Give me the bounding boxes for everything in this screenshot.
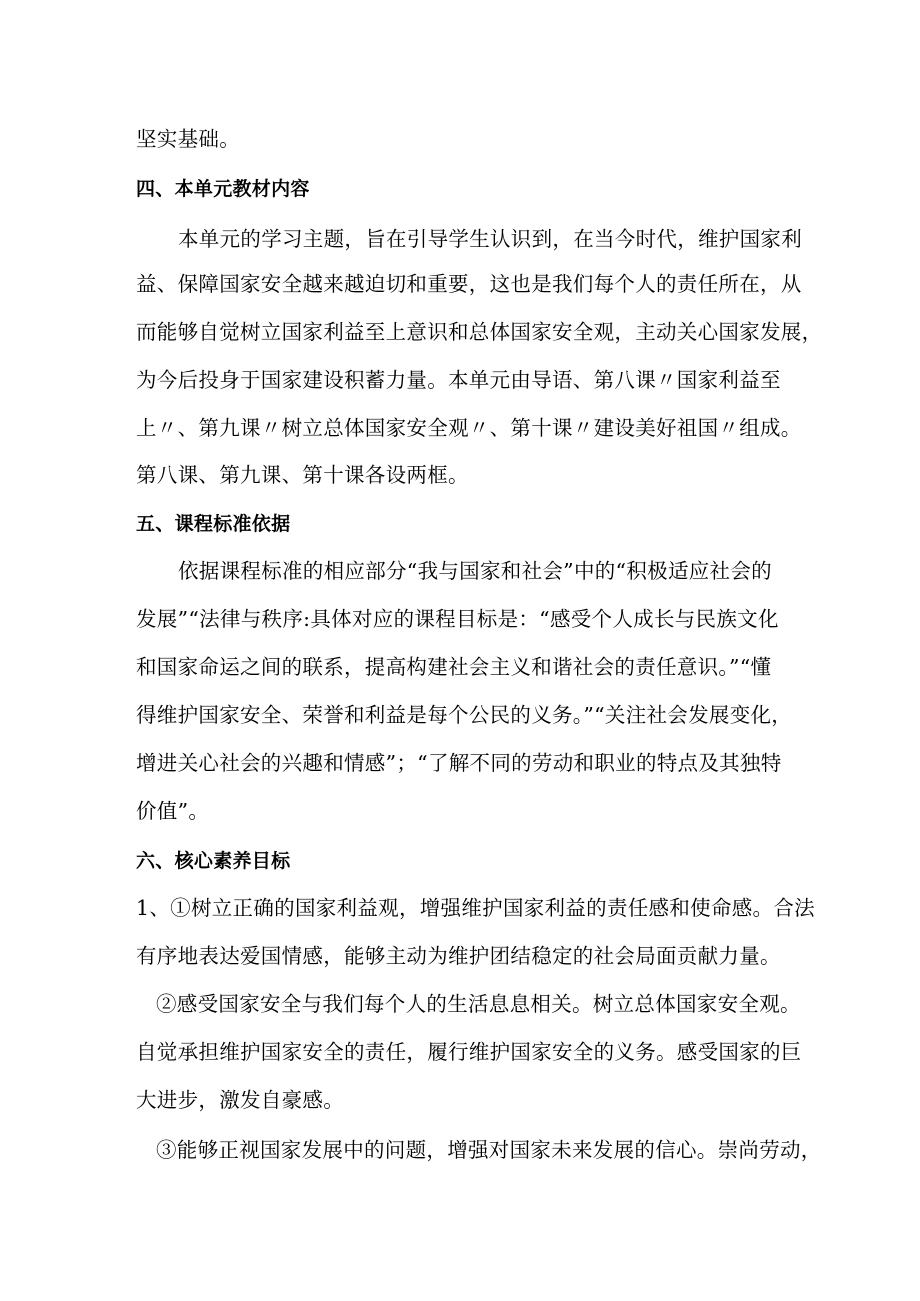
text-line: 价值”。 — [136, 799, 210, 823]
text-line: 第八课、第九课、第十课各设两框。 — [136, 463, 469, 487]
text-line: ③能够正视国家发展中的问题，增强对国家未来发展的信心。崇尚劳动， — [156, 1138, 822, 1162]
text-line: 和国家命运之间的联系，提高构建社会主义和谐社会的责任意识。”“懂 — [136, 655, 772, 679]
text-line: 增进关心社会的兴趣和情感”；“了解不同的劳动和职业的特点及其独特 — [136, 751, 782, 775]
text-line: 大进步，激发自豪感。 — [136, 1088, 344, 1112]
text-line: 而能够自觉树立国家利益至上意识和总体国家安全观，主动关心国家发展， — [136, 320, 823, 344]
text-line: ②感受国家安全与我们每个人的生活息息相关。树立总体国家安全观。 — [156, 992, 801, 1016]
text-line: 本单元的学习主题，旨在引导学生认识到，在当今时代，维护国家利 — [178, 227, 802, 251]
section-heading: 四、本单元教材内容 — [136, 178, 310, 200]
section-heading: 六、核心素养目标 — [136, 850, 291, 872]
text-line: 有序地表达爱国情感，能够主动为维护团结稳定的社会局面贡献力量。 — [136, 944, 781, 968]
text-line: 发展”“法律与秩序:具体对应的课程目标是：“感受个人成长与民族文化 — [136, 607, 779, 631]
text-line: 得维护国家安全、荣誉和利益是每个公民的义务。”“关注社会发展变化， — [136, 703, 793, 727]
section-heading: 五、课程标准依据 — [136, 513, 291, 535]
text-line: 坚实基础。 — [136, 127, 240, 151]
text-line: 自觉承担维护国家安全的责任，履行维护国家安全的义务。感受国家的巨 — [136, 1040, 802, 1064]
text-line: 益、保障国家安全越来越迫切和重要，这也是我们每个人的责任所在，从 — [136, 272, 802, 296]
text-line: 依据课程标准的相应部分“我与国家和社会”中的“积极适应社会的 — [178, 559, 772, 583]
text-line: 1、①树立正确的国家利益观，增强维护国家利益的责任感和使命感。合法 — [136, 896, 815, 920]
text-line: 上〃、第九课〃树立总体国家安全观〃、第十课〃建设美好祖国〃组成。 — [136, 416, 802, 440]
text-line: 为今后投身于国家建设积蓄力量。本单元由导语、第八课〃国家利益至 — [136, 368, 781, 392]
